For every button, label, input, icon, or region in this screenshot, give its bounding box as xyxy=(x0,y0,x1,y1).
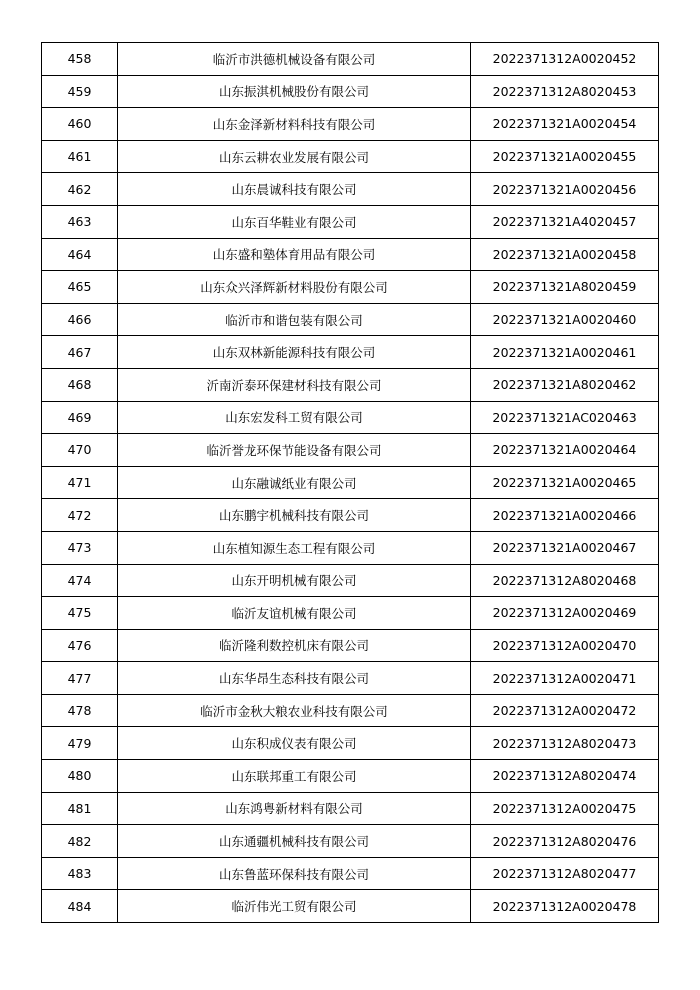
table-row xyxy=(42,271,659,304)
registration-code-cell: 2022371312A8020473 xyxy=(471,727,659,760)
row-number-cell: 482 xyxy=(42,825,118,858)
table-row xyxy=(42,434,659,467)
row-number-cell: 458 xyxy=(42,43,118,76)
row-number-cell: 466 xyxy=(42,303,118,336)
table-row xyxy=(42,336,659,369)
company-name-cell: 临沂市和谐包装有限公司 xyxy=(118,303,471,336)
registration-code-cell: 2022371321A0020455 xyxy=(471,140,659,173)
company-name-cell: 山东融诚纸业有限公司 xyxy=(118,466,471,499)
company-name-cell: 山东植知源生态工程有限公司 xyxy=(118,531,471,564)
company-name-cell: 山东众兴泽辉新材料股份有限公司 xyxy=(118,271,471,304)
registration-code-cell: 2022371312A0020472 xyxy=(471,694,659,727)
table-row xyxy=(42,825,659,858)
registration-code-cell: 2022371321A8020462 xyxy=(471,368,659,401)
table-row xyxy=(42,727,659,760)
registration-code-cell: 2022371312A0020452 xyxy=(471,43,659,76)
registration-code-cell: 2022371312A8020476 xyxy=(471,825,659,858)
row-number-cell: 479 xyxy=(42,727,118,760)
table-row xyxy=(42,43,659,76)
table-row xyxy=(42,531,659,564)
row-number-cell: 460 xyxy=(42,108,118,141)
table-row xyxy=(42,760,659,793)
table-row xyxy=(42,368,659,401)
table-row xyxy=(42,792,659,825)
registration-code-cell: 2022371312A0020471 xyxy=(471,662,659,695)
registration-code-cell: 2022371321A0020461 xyxy=(471,336,659,369)
row-number-cell: 481 xyxy=(42,792,118,825)
table-row xyxy=(42,629,659,662)
registration-code-cell: 2022371312A8020474 xyxy=(471,760,659,793)
company-name-cell: 临沂伟光工贸有限公司 xyxy=(118,890,471,923)
row-number-cell: 462 xyxy=(42,173,118,206)
company-name-cell: 临沂隆利数控机床有限公司 xyxy=(118,629,471,662)
company-name-cell: 临沂友谊机械有限公司 xyxy=(118,597,471,630)
registration-code-cell: 2022371312A8020468 xyxy=(471,564,659,597)
row-number-cell: 478 xyxy=(42,694,118,727)
registration-code-cell: 2022371321A0020458 xyxy=(471,238,659,271)
company-name-cell: 山东通疆机械科技有限公司 xyxy=(118,825,471,858)
company-name-cell: 沂南沂泰环保建材科技有限公司 xyxy=(118,368,471,401)
row-number-cell: 475 xyxy=(42,597,118,630)
registration-code-cell: 2022371312A0020478 xyxy=(471,890,659,923)
table-body xyxy=(42,43,659,923)
registration-code-cell: 2022371312A0020475 xyxy=(471,792,659,825)
table-row xyxy=(42,205,659,238)
company-name-cell: 山东双林新能源科技有限公司 xyxy=(118,336,471,369)
registration-code-cell: 2022371321A0020465 xyxy=(471,466,659,499)
row-number-cell: 463 xyxy=(42,205,118,238)
row-number-cell: 461 xyxy=(42,140,118,173)
company-name-cell: 山东开明机械有限公司 xyxy=(118,564,471,597)
company-name-cell: 山东鲁蓝环保科技有限公司 xyxy=(118,857,471,890)
row-number-cell: 483 xyxy=(42,857,118,890)
company-name-cell: 山东金泽新材料科技有限公司 xyxy=(118,108,471,141)
table-row xyxy=(42,597,659,630)
registration-code-cell: 2022371312A0020469 xyxy=(471,597,659,630)
registration-code-cell: 2022371321AC020463 xyxy=(471,401,659,434)
company-name-cell: 山东云耕农业发展有限公司 xyxy=(118,140,471,173)
registration-code-cell: 2022371312A8020453 xyxy=(471,75,659,108)
row-number-cell: 472 xyxy=(42,499,118,532)
row-number-cell: 474 xyxy=(42,564,118,597)
table-row xyxy=(42,890,659,923)
table-row xyxy=(42,499,659,532)
table-row xyxy=(42,173,659,206)
row-number-cell: 471 xyxy=(42,466,118,499)
table-row xyxy=(42,238,659,271)
registration-code-cell: 2022371321A8020459 xyxy=(471,271,659,304)
table-row xyxy=(42,108,659,141)
company-name-cell: 山东百华鞋业有限公司 xyxy=(118,205,471,238)
company-list-table xyxy=(41,42,659,923)
company-name-cell: 山东积成仪表有限公司 xyxy=(118,727,471,760)
row-number-cell: 473 xyxy=(42,531,118,564)
company-name-cell: 山东联邦重工有限公司 xyxy=(118,760,471,793)
company-name-cell: 山东晨诚科技有限公司 xyxy=(118,173,471,206)
table-row xyxy=(42,564,659,597)
registration-code-cell: 2022371321A0020467 xyxy=(471,531,659,564)
table-row xyxy=(42,140,659,173)
company-name-cell: 山东鸿粤新材料有限公司 xyxy=(118,792,471,825)
registration-code-cell: 2022371321A0020466 xyxy=(471,499,659,532)
registration-code-cell: 2022371312A0020470 xyxy=(471,629,659,662)
table-row xyxy=(42,857,659,890)
registration-code-cell: 2022371321A0020454 xyxy=(471,108,659,141)
company-name-cell: 山东宏发科工贸有限公司 xyxy=(118,401,471,434)
row-number-cell: 477 xyxy=(42,662,118,695)
company-name-cell: 山东华昂生态科技有限公司 xyxy=(118,662,471,695)
company-name-cell: 山东振淇机械股份有限公司 xyxy=(118,75,471,108)
company-name-cell: 临沂誉龙环保节能设备有限公司 xyxy=(118,434,471,467)
row-number-cell: 480 xyxy=(42,760,118,793)
row-number-cell: 468 xyxy=(42,368,118,401)
row-number-cell: 465 xyxy=(42,271,118,304)
table-row xyxy=(42,694,659,727)
row-number-cell: 469 xyxy=(42,401,118,434)
row-number-cell: 476 xyxy=(42,629,118,662)
registration-code-cell: 2022371321A0020460 xyxy=(471,303,659,336)
registration-code-cell: 2022371312A8020477 xyxy=(471,857,659,890)
table-row xyxy=(42,401,659,434)
registration-code-cell: 2022371321A4020457 xyxy=(471,205,659,238)
company-name-cell: 山东鹏宇机械科技有限公司 xyxy=(118,499,471,532)
company-name-cell: 临沂市金秋大粮农业科技有限公司 xyxy=(118,694,471,727)
row-number-cell: 459 xyxy=(42,75,118,108)
row-number-cell: 470 xyxy=(42,434,118,467)
registration-code-cell: 2022371321A0020464 xyxy=(471,434,659,467)
row-number-cell: 484 xyxy=(42,890,118,923)
registration-code-cell: 2022371321A0020456 xyxy=(471,173,659,206)
table-row xyxy=(42,75,659,108)
company-name-cell: 山东盛和塾体育用品有限公司 xyxy=(118,238,471,271)
table-row xyxy=(42,303,659,336)
row-number-cell: 467 xyxy=(42,336,118,369)
table-row xyxy=(42,662,659,695)
row-number-cell: 464 xyxy=(42,238,118,271)
company-name-cell: 临沂市洪德机械设备有限公司 xyxy=(118,43,471,76)
table-row xyxy=(42,466,659,499)
